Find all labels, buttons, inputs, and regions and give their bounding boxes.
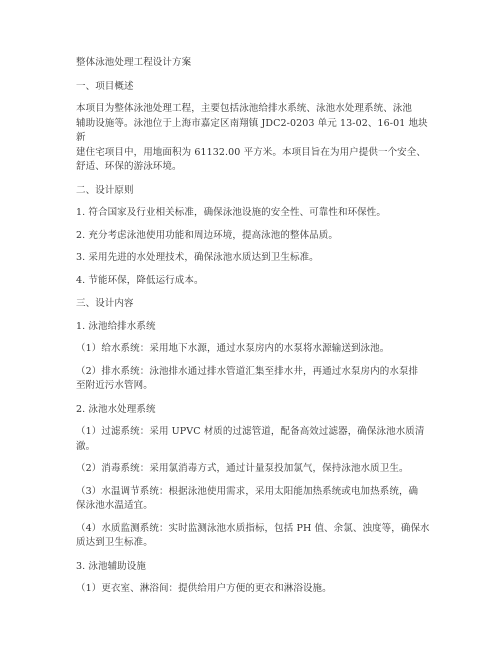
list-item-line: 保泳池水温适宜。 [76,500,153,511]
section3-heading: 三、设计内容 [76,298,134,309]
section1-body [76,102,436,175]
subsection-heading: 3. 泳池辅助设施 [76,560,146,572]
document-page [76,56,436,597]
list-item-line: 质达到卫生标准。 [76,537,153,548]
document-title: 整体泳池处理工程设计方案 [76,57,192,68]
section2-heading: 二、设计原则 [76,184,134,196]
section1-heading: 一、项目概述 [76,80,134,92]
principle-item: 2. 充分考虑泳池使用功能和周边环境，提高泳池的整体品质。 [76,229,338,241]
principle-item: 1. 符合国家及行业相关标准，确保泳池设施的安全性、可靠性和环保性。 [76,207,386,218]
list-item [76,522,436,551]
subsection-heading: 1. 泳池给排水系统 [76,320,156,332]
section1-body-line: 建住宅项目中，用地面积为 61132.00 平方米。本项目旨在为用户提供一个安全、 [76,146,426,158]
subsection-heading: 2. 泳池水处理系统 [76,403,156,415]
list-item: （1）给水系统：采用地下水源，通过水泵房内的水泵将水源输送到泳池。 [76,343,390,354]
list-item-line: （3）水温调节系统：根据泳池使用需求，采用太阳能加热系统或电加热系统，确 [76,485,419,497]
list-item: （1）更衣室、淋浴间：提供给用户方便的更衣和淋浴设施。 [76,583,332,594]
list-item: （1）过滤系统：采用 UPVC 材质的过滤管道，配备高效过滤器，确保泳池水质清澈。 [76,426,425,452]
list-item [76,365,436,394]
section1-body-line: 辅助设施等。泳池位于上海市嘉定区南翔镇 JDC2-0203 单元 13-02、16-01 地块新 [76,117,428,143]
list-item-line: 至附近污水管网。 [76,380,153,391]
list-item-line: （2）排水系统：泳池排水通过排水管道汇集至排水井，再通过水泵房内的水泵排 [76,365,419,377]
principle-item: 3. 采用先进的水处理技术，确保泳池水质达到卫生标准。 [76,252,319,263]
section1-body-line: 舒适、环保的游泳环境。 [76,161,182,172]
list-item-line: （4）水质监测系统：实时监测泳池水质指标，包括 PH 值、余氯、浊度等，确保水 [76,522,430,534]
list-item [76,485,436,514]
principle-item: 4. 节能环保，降低运行成本。 [76,274,204,286]
section1-body-line: 本项目为整体泳池处理工程，主要包括泳池给排水系统、泳池水处理系统、泳池 [76,103,413,114]
list-item: （2）消毒系统：采用氯消毒方式，通过计量泵投加氯气，保持泳池水质卫生。 [76,463,409,474]
